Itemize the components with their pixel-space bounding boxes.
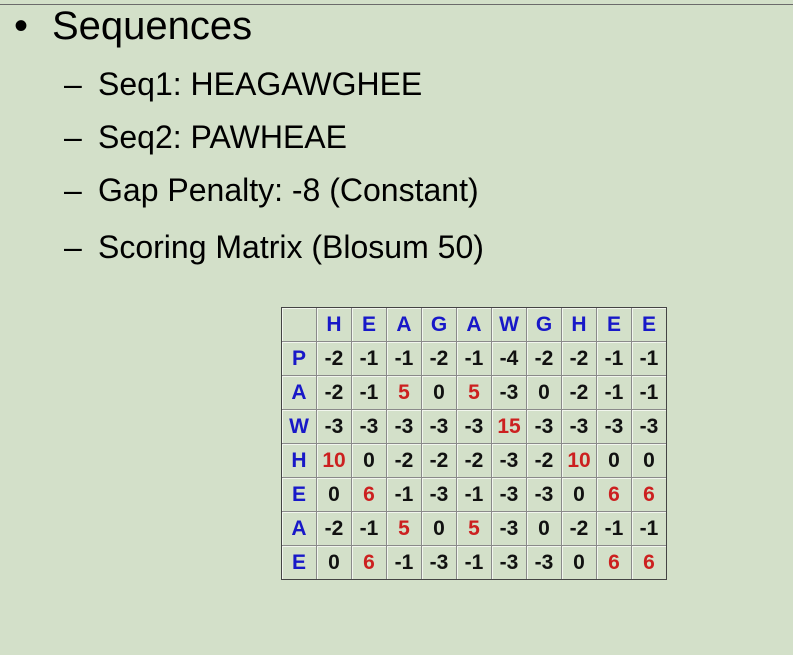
matrix-corner-cell [282,308,317,342]
matrix-cell: 6 [352,546,387,579]
matrix-row-header: H [282,444,317,478]
matrix-cell: 5 [387,376,422,410]
matrix-cell: -1 [457,478,492,512]
matrix-cell: -3 [527,546,562,579]
matrix-cell: -3 [632,410,666,444]
matrix-row [282,444,666,478]
list-item-scoring-matrix [64,227,484,267]
matrix-cell: -2 [422,444,457,478]
list-item-text: Seq1: HEAGAWGHEE [98,66,423,102]
matrix-cell: -3 [457,410,492,444]
matrix-cell: 0 [422,376,457,410]
list-item-seq1 [64,64,422,104]
matrix-cell: -1 [632,342,666,376]
matrix-cell: -1 [597,512,632,546]
matrix-cell: 5 [457,512,492,546]
matrix-column-header: G [527,308,562,342]
matrix-cell: -3 [492,546,527,579]
matrix-row [282,342,666,376]
matrix-row [282,546,666,579]
matrix-cell: 0 [317,478,352,512]
matrix-cell: -2 [422,342,457,376]
matrix-cell: 5 [387,512,422,546]
matrix-column-header: E [597,308,632,342]
dash-icon: – [64,229,82,265]
dash-icon: – [64,119,82,155]
matrix-cell: -2 [562,342,597,376]
matrix-cell: -3 [422,410,457,444]
matrix-column-header: W [492,308,527,342]
list-item-text: Scoring Matrix (Blosum 50) [98,229,484,265]
matrix-cell: -1 [387,546,422,579]
matrix-cell: -1 [387,342,422,376]
matrix-cell: -1 [597,342,632,376]
matrix-column-header: A [457,308,492,342]
matrix-cell: -2 [527,342,562,376]
matrix-cell: -2 [562,512,597,546]
matrix-cell: 0 [632,444,666,478]
matrix-row-header: E [282,478,317,512]
dash-icon: – [64,172,82,208]
matrix-cell: 10 [562,444,597,478]
matrix-column-header: H [562,308,597,342]
matrix-cell: -3 [562,410,597,444]
scoring-matrix-table [281,307,667,580]
matrix-cell: -1 [457,342,492,376]
matrix-row-header: P [282,342,317,376]
matrix-cell: 6 [352,478,387,512]
matrix-cell: -3 [527,410,562,444]
matrix-cell: 0 [352,444,387,478]
bullet-icon: • [14,4,29,48]
matrix-cell: -2 [562,376,597,410]
matrix-column-header: E [632,308,666,342]
matrix-cell: -2 [317,512,352,546]
matrix-cell: 6 [632,546,666,579]
matrix-cell: 5 [457,376,492,410]
matrix-column-header: G [422,308,457,342]
matrix-cell: -2 [317,342,352,376]
matrix-cell: -3 [597,410,632,444]
list-item-text: Gap Penalty: -8 (Constant) [98,172,479,208]
matrix-cell: -2 [457,444,492,478]
matrix-cell: -1 [597,376,632,410]
matrix-cell: -3 [492,444,527,478]
matrix-cell: 6 [632,478,666,512]
matrix-cell: -3 [492,376,527,410]
matrix-cell: -3 [527,478,562,512]
matrix-cell: -2 [387,444,422,478]
matrix-cell: 0 [562,546,597,579]
matrix-cell: -3 [387,410,422,444]
matrix-column-header: A [387,308,422,342]
dash-icon: – [64,66,82,102]
matrix-cell: -2 [527,444,562,478]
matrix-row-header: A [282,512,317,546]
matrix-cell: 0 [527,376,562,410]
matrix-cell: -3 [317,410,352,444]
matrix-row [282,512,666,546]
matrix-row [282,478,666,512]
matrix-cell: -1 [632,376,666,410]
matrix-row [282,410,666,444]
matrix-row [282,376,666,410]
matrix-cell: 0 [527,512,562,546]
matrix-column-header: E [352,308,387,342]
matrix-cell: 0 [422,512,457,546]
matrix-header-row [282,308,666,342]
list-item-seq2 [64,117,347,157]
matrix-cell: -1 [352,512,387,546]
matrix-cell: -4 [492,342,527,376]
heading-label: Sequences [52,4,253,48]
matrix-cell: -1 [352,342,387,376]
matrix-row-header: E [282,546,317,579]
matrix-cell: -3 [422,546,457,579]
matrix-cell: -1 [632,512,666,546]
section-heading [14,0,252,52]
matrix-cell: 6 [597,546,632,579]
matrix-cell: 0 [317,546,352,579]
matrix-cell: -3 [422,478,457,512]
list-item-text: Seq2: PAWHEAE [98,119,347,155]
matrix-cell: -1 [387,478,422,512]
matrix-cell: -3 [492,512,527,546]
matrix-cell: 6 [597,478,632,512]
matrix-row-header: W [282,410,317,444]
matrix-cell: 15 [492,410,527,444]
matrix-cell: 0 [562,478,597,512]
matrix-cell: -1 [352,376,387,410]
matrix-cell: 10 [317,444,352,478]
list-item-gap-penalty [64,170,479,210]
matrix-row-header: A [282,376,317,410]
matrix-cell: -1 [457,546,492,579]
matrix-cell: 0 [597,444,632,478]
matrix-column-header: H [317,308,352,342]
matrix-cell: -3 [352,410,387,444]
matrix-cell: -3 [492,478,527,512]
matrix-cell: -2 [317,376,352,410]
